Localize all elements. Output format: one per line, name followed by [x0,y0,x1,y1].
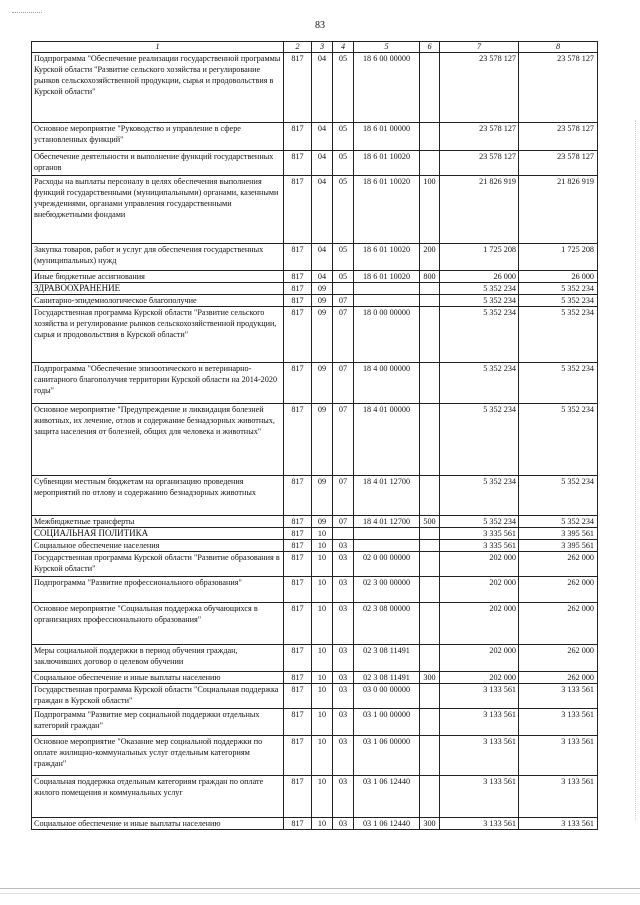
cell-csr: 18 4 00 00000 [354,363,420,404]
cell-rz: 10 [312,528,333,540]
cell-csr: 18 6 01 10020 [354,176,420,244]
cell-rz: 10 [312,684,333,709]
cell-vr [420,476,440,516]
cell-s2: 1 725 208 [519,244,598,271]
cell-vr [420,151,440,176]
cell-ved: 817 [284,736,312,776]
cell-vr: 500 [420,516,440,528]
cell-name: Подпрограмма "Развитие профессионального образования" [32,577,284,603]
cell-s2: 262 000 [519,603,598,645]
cell-ved: 817 [284,552,312,577]
cell-pr [333,283,354,295]
cell-name: Социальное обеспечение населения [32,540,284,552]
table-row [32,540,598,552]
cell-s1: 5 352 234 [440,295,519,307]
cell-csr: 18 4 01 12700 [354,516,420,528]
cell-csr: 02 3 08 11491 [354,672,420,684]
cell-ved: 817 [284,123,312,151]
table-row [32,709,598,736]
cell-s1: 23 578 127 [440,53,519,123]
cell-pr: 05 [333,244,354,271]
cell-csr: 02 3 08 00000 [354,603,420,645]
cell-s2: 5 352 234 [519,404,598,476]
table-row [32,645,598,672]
cell-rz: 10 [312,540,333,552]
table-row [32,307,598,363]
cell-rz: 04 [312,244,333,271]
cell-vr [420,283,440,295]
cell-ved: 817 [284,684,312,709]
cell-rz: 09 [312,307,333,363]
cell-s1: 3 335 561 [440,528,519,540]
cell-ved: 817 [284,53,312,123]
cell-s2: 5 352 234 [519,476,598,516]
cell-name: Расходы на выплаты персоналу в целях обеспечения выполнения функций государственными (муниципальными) органами, казенными учреждениями, органами управления государственными внебюджетными фондами [32,176,284,244]
cell-vr [420,709,440,736]
cell-vr: 100 [420,176,440,244]
table-body [32,53,598,830]
cell-vr: 200 [420,244,440,271]
cell-rz: 10 [312,672,333,684]
cell-s2: 21 826 919 [519,176,598,244]
cell-s1: 1 725 208 [440,244,519,271]
cell-s2: 5 352 234 [519,307,598,363]
table-row [32,404,598,476]
cell-ved: 817 [284,404,312,476]
cell-pr: 03 [333,709,354,736]
cell-vr [420,603,440,645]
cell-name: Основное мероприятие "Руководство и управление в сфере установленных функций" [32,123,284,151]
cell-ved: 817 [284,244,312,271]
cell-s2: 3 133 561 [519,776,598,818]
cell-pr: 05 [333,123,354,151]
cell-s1: 23 578 127 [440,151,519,176]
table-row [32,123,598,151]
cell-pr: 03 [333,776,354,818]
cell-name: Основное мероприятие "Социальная поддержка обучающихся в организациях профессионального образования" [32,603,284,645]
page-number: 83 [315,20,325,31]
cell-pr: 03 [333,672,354,684]
cell-name: Социальное обеспечение и иные выплаты населению [32,672,284,684]
cell-s1: 5 352 234 [440,516,519,528]
cell-s2: 262 000 [519,672,598,684]
cell-pr: 07 [333,295,354,307]
cell-vr [420,404,440,476]
cell-pr: 05 [333,151,354,176]
col-header-csr: 5 [354,42,420,53]
cell-name: Субвенции местным бюджетам на организацию проведения мероприятий по отлову и содержанию безнадзорных животных [32,476,284,516]
cell-name: Социальная поддержка отдельным категориям граждан по оплате жилого помещения и коммунальных услуг [32,776,284,818]
cell-csr [354,540,420,552]
cell-s2: 3 133 561 [519,818,598,830]
cell-name: Социальное обеспечение и иные выплаты населению [32,818,284,830]
table-row [32,528,598,540]
cell-pr: 07 [333,476,354,516]
cell-rz: 09 [312,476,333,516]
cell-s2: 26 000 [519,271,598,283]
cell-vr [420,53,440,123]
header-row [32,42,598,53]
cell-rz: 10 [312,776,333,818]
cell-rz: 04 [312,271,333,283]
cell-ved: 817 [284,176,312,244]
cell-ved: 817 [284,540,312,552]
cell-vr: 300 [420,818,440,830]
table-row [32,53,598,123]
cell-rz: 09 [312,363,333,404]
cell-ved: 817 [284,363,312,404]
cell-pr: 05 [333,176,354,244]
cell-csr: 18 4 01 00000 [354,404,420,476]
cell-vr: 800 [420,271,440,283]
table-row [32,476,598,516]
cell-pr: 03 [333,684,354,709]
table-row [32,684,598,709]
cell-csr: 18 6 01 10020 [354,244,420,271]
cell-csr: 02 0 00 00000 [354,552,420,577]
cell-vr [420,684,440,709]
cell-s1: 26 000 [440,271,519,283]
cell-s1: 202 000 [440,645,519,672]
cell-ved: 817 [284,151,312,176]
col-header-ved: 2 [284,42,312,53]
col-header-sum2: 8 [519,42,598,53]
cell-pr: 03 [333,552,354,577]
table-row [32,176,598,244]
cell-s2: 3 395 561 [519,528,598,540]
cell-rz: 10 [312,552,333,577]
cell-csr: 18 6 01 00000 [354,123,420,151]
cell-name: Санитарно-эпидемиологическое благополучие [32,295,284,307]
cell-s2: 3 133 561 [519,709,598,736]
cell-ved: 817 [284,603,312,645]
cell-name: Иные бюджетные ассигнования [32,271,284,283]
cell-pr: 03 [333,736,354,776]
cell-pr: 07 [333,363,354,404]
cell-s1: 202 000 [440,577,519,603]
table-row [32,271,598,283]
cell-vr [420,295,440,307]
cell-csr: 03 1 06 12440 [354,776,420,818]
cell-rz: 09 [312,283,333,295]
cell-name: Государственная программа Курской области "Развитие образования в Курской области" [32,552,284,577]
cell-pr: 03 [333,645,354,672]
cell-s1: 5 352 234 [440,283,519,295]
cell-rz: 10 [312,736,333,776]
table-row [32,283,598,295]
cell-s2: 3 395 561 [519,540,598,552]
col-header-rz: 3 [312,42,333,53]
cell-name: Основное мероприятие "Предупреждение и ликвидация болезней животных, их лечение, отлов и содержание безнадзорных животных, защита населения от болезней, общих для человека и животных" [32,404,284,476]
cell-rz: 04 [312,176,333,244]
cell-s1: 5 352 234 [440,476,519,516]
cell-csr: 18 6 01 10020 [354,151,420,176]
col-header-vr: 6 [420,42,440,53]
cell-s2: 5 352 234 [519,295,598,307]
cell-name: Обеспечение деятельности и выполнение функций государственных органов [32,151,284,176]
table-row [32,736,598,776]
table-row [32,363,598,404]
cell-ved: 817 [284,271,312,283]
scan-edge-bottom [0,888,640,889]
cell-rz: 09 [312,404,333,476]
cell-s1: 21 826 919 [440,176,519,244]
cell-rz: 10 [312,818,333,830]
table-row [32,552,598,577]
cell-ved: 817 [284,577,312,603]
cell-s1: 5 352 234 [440,404,519,476]
cell-s2: 23 578 127 [519,123,598,151]
cell-vr [420,540,440,552]
cell-rz: 04 [312,53,333,123]
cell-csr: 18 6 00 00000 [354,53,420,123]
cell-pr: 07 [333,307,354,363]
cell-s2: 23 578 127 [519,151,598,176]
cell-s1: 202 000 [440,552,519,577]
scan-mark [12,12,42,13]
budget-table [31,41,598,830]
table-row [32,577,598,603]
cell-vr: 300 [420,672,440,684]
cell-vr [420,363,440,404]
cell-rz: 10 [312,645,333,672]
cell-name: Закупка товаров, работ и услуг для обеспечения государственных (муниципальных) нужд [32,244,284,271]
cell-ved: 817 [284,645,312,672]
cell-csr: 03 1 06 00000 [354,736,420,776]
cell-vr [420,645,440,672]
table-row [32,776,598,818]
cell-ved: 817 [284,476,312,516]
cell-name: Подпрограмма "Развитие мер социальной поддержки отдельных категорий граждан" [32,709,284,736]
cell-pr: 03 [333,603,354,645]
cell-rz: 04 [312,123,333,151]
cell-csr [354,283,420,295]
cell-ved: 817 [284,283,312,295]
cell-pr: 03 [333,577,354,603]
table-row [32,295,598,307]
cell-s1: 3 133 561 [440,684,519,709]
cell-name: Меры социальной поддержки в период обучения граждан, заключивших договор о целевом обучении [32,645,284,672]
table-row [32,516,598,528]
cell-vr [420,776,440,818]
table-row [32,603,598,645]
cell-s2: 23 578 127 [519,53,598,123]
cell-pr: 03 [333,818,354,830]
cell-s1: 202 000 [440,672,519,684]
cell-ved: 817 [284,307,312,363]
cell-ved: 817 [284,528,312,540]
cell-s2: 262 000 [519,577,598,603]
cell-csr: 03 1 00 00000 [354,709,420,736]
cell-name: СОЦИАЛЬНАЯ ПОЛИТИКА [32,528,284,540]
cell-pr: 05 [333,271,354,283]
table-row [32,244,598,271]
cell-rz: 10 [312,603,333,645]
cell-ved: 817 [284,776,312,818]
cell-csr: 18 4 01 12700 [354,476,420,516]
cell-rz: 09 [312,295,333,307]
cell-csr [354,295,420,307]
cell-s1: 3 133 561 [440,776,519,818]
cell-name: Государственная программа Курской области "Развитие сельского хозяйства и регулирование рынков сельскохозяйственной продукции, сырья и продовольствия в Курской области" [32,307,284,363]
cell-ved: 817 [284,709,312,736]
cell-ved: 817 [284,516,312,528]
cell-csr [354,528,420,540]
cell-ved: 817 [284,818,312,830]
cell-name: Государственная программа Курской области "Социальная поддержка граждан в Курской области" [32,684,284,709]
cell-s2: 5 352 234 [519,363,598,404]
cell-rz: 10 [312,577,333,603]
cell-csr: 18 6 01 10020 [354,271,420,283]
cell-s1: 5 352 234 [440,307,519,363]
cell-s1: 3 133 561 [440,736,519,776]
cell-s1: 5 352 234 [440,363,519,404]
cell-vr [420,123,440,151]
cell-vr [420,577,440,603]
cell-s2: 3 133 561 [519,684,598,709]
table-row [32,818,598,830]
scan-edge-bottom-2 [0,893,640,894]
cell-name: Подпрограмма "Обеспечение эпизоотического и ветеринарно-санитарного благополучия территории Курской области на 2014-2020 годы" [32,363,284,404]
cell-pr: 07 [333,516,354,528]
cell-name: Межбюджетные трансферты [32,516,284,528]
cell-s2: 262 000 [519,552,598,577]
cell-rz: 10 [312,709,333,736]
cell-vr [420,307,440,363]
cell-s2: 3 133 561 [519,736,598,776]
cell-csr: 02 3 00 00000 [354,577,420,603]
cell-pr: 03 [333,540,354,552]
cell-s2: 5 352 234 [519,516,598,528]
cell-s1: 3 335 561 [440,540,519,552]
table-row [32,151,598,176]
cell-csr: 02 3 08 11491 [354,645,420,672]
cell-pr: 05 [333,53,354,123]
cell-s1: 3 133 561 [440,709,519,736]
cell-vr [420,528,440,540]
cell-name: Основное мероприятие "Оказание мер социальной поддержки по оплате жилищно-коммунальных услуг отдельным категориям граждан" [32,736,284,776]
cell-vr [420,736,440,776]
cell-csr: 18 0 00 00000 [354,307,420,363]
cell-s1: 23 578 127 [440,123,519,151]
scan-edge-line [635,120,636,820]
cell-rz: 09 [312,516,333,528]
cell-s1: 202 000 [440,603,519,645]
cell-s2: 262 000 [519,645,598,672]
cell-s2: 5 352 234 [519,283,598,295]
table-row [32,672,598,684]
col-header-pr: 4 [333,42,354,53]
cell-name: Подпрограмма "Обеспечение реализации государственной программы Курской области "Развитие сельского хозяйства и регулирование рынков сельскохозяйственной продукции, сырья и продовольствия в Курской области" [32,53,284,123]
cell-csr: 03 0 00 00000 [354,684,420,709]
cell-name: ЗДРАВООХРАНЕНИЕ [32,283,284,295]
cell-rz: 04 [312,151,333,176]
cell-s1: 3 133 561 [440,818,519,830]
cell-vr [420,552,440,577]
cell-ved: 817 [284,295,312,307]
col-header-name: 1 [32,42,284,53]
col-header-sum1: 7 [440,42,519,53]
cell-ved: 817 [284,672,312,684]
cell-pr [333,528,354,540]
cell-pr: 07 [333,404,354,476]
cell-csr: 03 1 06 12440 [354,818,420,830]
